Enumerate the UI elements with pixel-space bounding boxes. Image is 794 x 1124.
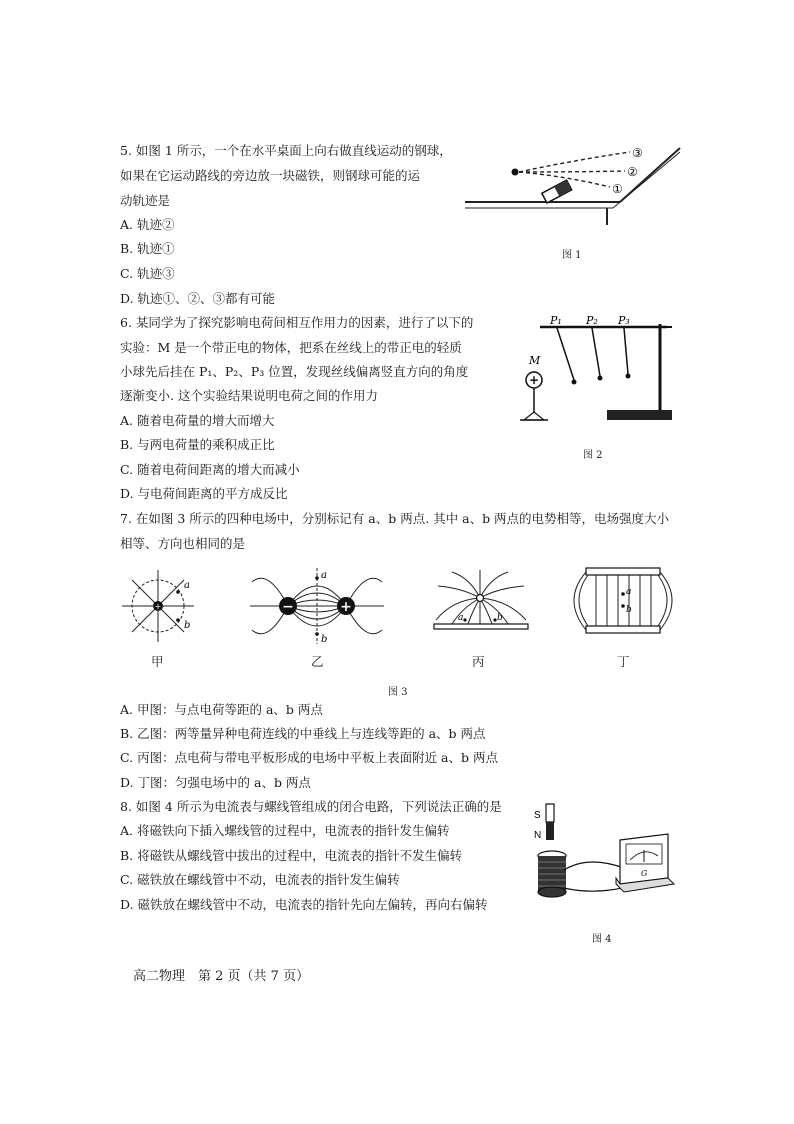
fig2-label-p3: P₃: [618, 314, 630, 327]
fig3-jia-point-b: b: [184, 620, 191, 631]
q7-option-c: C. 丙图：点电荷与带电平板形成的电场中平板上表面附近 a、b 两点: [120, 750, 498, 765]
figure-3-ding-label: 丁: [617, 654, 630, 669]
figure-2-caption: 图 2: [583, 450, 603, 461]
q8-option-a: A. 将磁铁向下插入螺线管的过程中，电流表的指针发生偏转: [120, 823, 450, 838]
figure-3-bing: [432, 568, 532, 640]
fig3-ding-point-a: a: [626, 587, 632, 597]
q5-option-b: B. 轨迹①: [120, 241, 175, 256]
figure-2-diagram: [512, 312, 687, 437]
figure-3-yi-label: 乙: [311, 654, 324, 669]
fig1-trajectory-1-label: ①: [612, 182, 623, 196]
q5-option-a: A. 轨迹②: [120, 217, 175, 232]
figure-3-yi: [248, 566, 388, 646]
figure-3-ding: [568, 560, 678, 645]
q6-stem-line1: 6. 某同学为了探究影响电荷间相互作用力的因素，进行了以下的: [120, 315, 474, 330]
q5-stem-line3: 动轨迹是: [120, 193, 171, 208]
fig1-trajectory-3-label: ③: [632, 146, 643, 160]
q5-stem-line1: 5. 如图 1 所示，一个在水平桌面上向右做直线运动的钢球，: [120, 143, 452, 158]
fig3-bing-point-b: b: [497, 613, 503, 623]
q8-stem: 8. 如图 4 所示为电流表与螺线管组成的闭合电路，下列说法正确的是: [120, 799, 502, 814]
svg-text:+: +: [528, 373, 540, 387]
q8-option-b: B. 将磁铁从螺线管中拔出的过程中，电流表的指针不发生偏转: [120, 848, 463, 863]
fig3-jia-point-a: a: [184, 580, 190, 591]
fig2-label-m: M: [529, 354, 541, 367]
fig3-yi-point-b: b: [321, 634, 328, 645]
fig3-yi-point-a: a: [321, 570, 327, 581]
figure-3-jia-label: 甲: [151, 654, 164, 669]
galvanometer-g-label: G: [641, 869, 648, 878]
q8-option-c: C. 磁铁放在螺线管中不动，电流表的指针发生偏转: [120, 872, 400, 887]
magnet-s-label: S: [534, 810, 541, 821]
q8-option-d: D. 磁铁放在螺线管中不动，电流表的指针先向左偏转，再向右偏转: [120, 897, 488, 912]
figure-3-caption: 图 3: [388, 687, 408, 698]
q7-option-b: B. 乙图：两等量异种电荷连线的中垂线上与连线等距的 a、b 两点: [120, 726, 486, 741]
q6-option-a: A. 随着电荷量的增大而增大: [120, 413, 275, 428]
page-footer: 高二物理 第 2 页（共 7 页）: [133, 969, 310, 984]
q6-option-c: C. 随着电荷间距离的增大而减小: [120, 462, 300, 477]
svg-text:+: +: [154, 602, 162, 611]
q6-stem-line3: 小球先后挂在 P₁、P₂、P₃ 位置，发现丝线偏离竖直方向的角度: [120, 364, 469, 379]
figure-4-caption: 图 4: [592, 934, 612, 945]
figure-1-caption: 图 1: [562, 250, 582, 261]
q5-option-d: D. 轨迹①、②、③都有可能: [120, 291, 276, 306]
q7-stem-line1: 7. 在如图 3 所示的四种电场中，分别标记有 a、b 两点. 其中 a、b 两点的电势相等，电场强度大小: [120, 511, 670, 526]
magnet-n-label: N: [534, 830, 542, 841]
q6-stem-line2: 实验：M 是一个带正电的物体，把系在丝线上的带正电的轻质: [120, 340, 462, 355]
fig2-label-p2: P₂: [586, 314, 598, 327]
q7-option-d: D. 丁图：匀强电场中的 a、b 两点: [120, 775, 311, 790]
fig1-trajectory-2-label: ②: [627, 165, 638, 179]
figure-3-bing-label: 丙: [472, 654, 485, 669]
svg-text:−: −: [282, 599, 294, 615]
q7-stem-line2: 相等、方向也相同的是: [120, 536, 246, 551]
figure-4-diagram: [528, 800, 678, 910]
q6-option-d: D. 与电荷间距离的平方成反比: [120, 486, 288, 501]
svg-text:+: +: [340, 599, 352, 615]
q7-option-a: A. 甲图：与点电荷等距的 a、b 两点: [120, 702, 323, 717]
q6-stem-line4: 逐渐变小. 这个实验结果说明电荷之间的作用力: [120, 388, 378, 403]
q5-option-c: C. 轨迹③: [120, 266, 175, 281]
q6-option-b: B. 与两电荷量的乘积成正比: [120, 437, 275, 452]
fig3-ding-point-b: b: [626, 605, 632, 615]
fig2-label-p1: P₁: [550, 314, 562, 327]
figure-3-jia: [120, 568, 200, 648]
q5-stem-line2: 如果在它运动路线的旁边放一块磁铁，则钢球可能的运: [120, 168, 421, 183]
fig3-bing-point-a: a: [458, 613, 464, 623]
figure-1-diagram: [465, 140, 685, 230]
